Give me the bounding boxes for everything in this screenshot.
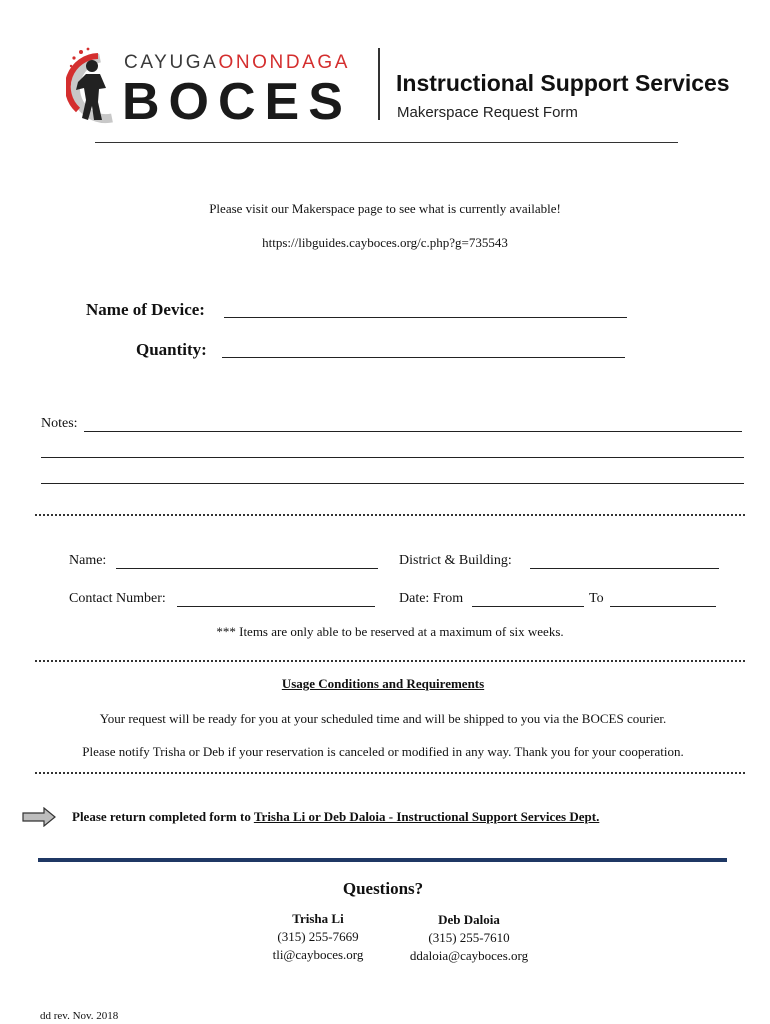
date-to-label: To (589, 591, 604, 606)
contact-card-trisha (238, 910, 398, 964)
date-to-input-line[interactable] (610, 606, 716, 607)
district-input-line[interactable] (530, 568, 719, 569)
dotted-divider-2 (35, 660, 745, 662)
logo-wordmark-top (124, 52, 350, 74)
page-subtitle: Makerspace Request Form (397, 104, 578, 121)
dotted-divider-3 (35, 772, 745, 774)
contact-phone: (315) 255-7669 (277, 929, 359, 944)
header-divider (378, 48, 380, 120)
contact-name: Trisha Li (292, 911, 344, 926)
notes-line-1[interactable] (84, 431, 742, 432)
boces-logo (66, 44, 362, 131)
boces-logo-mark (66, 44, 126, 126)
date-from-input-line[interactable] (472, 606, 584, 607)
arrow-right-icon (22, 807, 56, 827)
device-input-line[interactable] (224, 317, 627, 318)
page-title: Instructional Support Services (396, 70, 730, 96)
return-recipients: Trisha Li or Deb Daloia - Instructional Support Services Dept. (253, 809, 600, 824)
notes-line-2[interactable] (41, 457, 744, 458)
navy-rule (38, 858, 727, 862)
device-label: Name of Device: (86, 300, 205, 319)
district-label: District & Building: (399, 553, 512, 568)
name-input-line[interactable] (116, 568, 378, 569)
return-prefix: Please return completed form to (72, 809, 254, 824)
header-rule (95, 142, 678, 143)
questions-heading: Questions? (342, 879, 424, 898)
date-from-label: Date: From (399, 591, 464, 606)
intro-text: Please visit our Makerspace page to see what is currently available! (209, 201, 561, 216)
contact-label: Contact Number: (69, 591, 166, 606)
revision-note: dd rev. Nov. 2018 (40, 1010, 119, 1022)
contact-phone: (315) 255-7610 (428, 930, 510, 945)
quantity-input-line[interactable] (222, 357, 625, 358)
contact-card-deb (384, 911, 554, 965)
return-instructions (72, 809, 599, 825)
makerspace-link[interactable]: https://libguides.cayboces.org/c.php?g=735543 (262, 235, 508, 250)
notes-label: Notes: (41, 416, 78, 431)
conditions-heading: Usage Conditions and Requirements (281, 676, 485, 691)
logo-cayuga-text: CAYUGA (124, 52, 219, 73)
notes-line-3[interactable] (41, 483, 744, 484)
contact-name: Deb Daloia (438, 912, 500, 927)
quantity-label: Quantity: (136, 340, 207, 359)
name-label: Name: (69, 553, 107, 568)
reservation-note: *** Items are only able to be reserved at a maximum of six weeks. (216, 624, 564, 639)
logo-onondaga-text: ONONDAGA (218, 52, 351, 73)
contact-email[interactable]: tli@cayboces.org (272, 947, 364, 962)
dotted-divider-1 (35, 514, 745, 516)
logo-boces-text: BOCES (122, 73, 352, 131)
conditions-line-2: Please notify Trisha or Deb if your reservation is canceled or modified in any way. Thank you for your cooperation. (82, 744, 684, 759)
contact-input-line[interactable] (177, 606, 375, 607)
conditions-line-1: Your request will be ready for you at your scheduled time and will be shipped to you via the BOCES courier. (99, 711, 667, 726)
contact-email[interactable]: ddaloia@cayboces.org (409, 948, 529, 963)
